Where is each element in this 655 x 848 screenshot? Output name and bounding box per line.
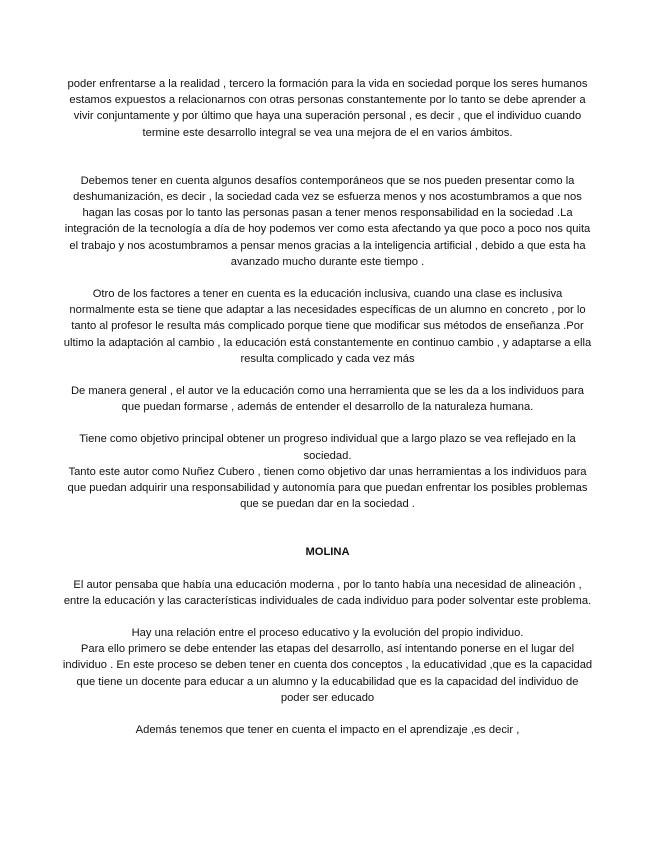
section-heading-molina: MOLINA [305,546,350,559]
paragraph-contemporary-challenges: Debemos tener en cuenta algunos desafíos contemporáneos que se nos pueden presentar como la deshumanización, es decir , la sociedad cada vez se esfuerza menos y nos acostumbramos a que nos hagan las cosas por lo tanto las personas pasan a tener menos responsabilidad en la sociedad .La integración de la tecnología a día de hoy podemos ver como esta afectando ya que poco a poco nos quita el trabajo y nos acostumbramos a pensar menos gracias a la inteligencia artificial , debido a que esta ha avanzado mucho durante este tiempo . [64,174,591,268]
paragraph-spacer [62,609,593,625]
paragraph-educational-process: Hay una relación entre el proceso educativo y la evolución del propio individuo. [131,627,524,640]
paragraph-spacer [62,706,593,722]
paragraph-spacer [62,561,593,577]
paragraph-modern-education: El autor pensaba que había una educación moderna , por lo tanto había una necesidad de alineación , entre la educación y las características individuales de cada individuo para poder solventar este problema. [63,578,592,607]
paragraph-nunez-cubero: Tanto este autor como Nuñez Cubero , tienen como objetivo dar unas herramientas a los individuos para que puedan adquirir una responsabilidad y autonomía para que puedan enfrentar los posibles problemas que se puedan dar en la sociedad . [67,465,588,511]
paragraph-spacer [62,367,593,383]
paragraph-spacer [62,415,593,431]
paragraph-formation-aims: poder enfrentarse a la realidad , tercero la formación para la vida en sociedad porque los seres humanos estamos expuestos a relacionarnos con otras personas constantemente por lo tanto se debe aprender a vivir conjuntamente y por último que haya una superación personal , es decir , que el individuo cuando termine este desarrollo integral se vea una mejora de el en varios ámbitos. [67,78,588,139]
paragraph-inclusive-education: Otro de los factores a tener en cuenta es la educación inclusiva, cuando una clase es inclusiva normalmente esta se tiene que adaptar a las necesidades específicas de un alumno en concreto , por lo tanto al profesor le resulta más complicado porque tiene que modificar sus métodos de enseñanza .Por ultimo la adaptación al cambio , la educación está constantemente en continuo cambio , y adaptarse a ella resulta complicado y cada vez más [63,288,592,365]
paragraph-spacer [62,270,593,286]
paragraph-spacer [62,141,593,173]
document-body [62,76,593,738]
paragraph-learning-impact: Además tenemos que tener en cuenta el impacto en el aprendizaje ,es decir , [135,724,520,737]
paragraph-development-stages: Para ello primero se debe entender las etapas del desarrollo, así intentando ponerse en el lugar del individuo . En este proceso se deben tener en cuenta dos conceptos , la educatividad ,que es la capacidad que tiene un docente para educar a un alumno y la educabilidad que es la capacidad del individuo de poder ser educado [62,643,593,704]
paragraph-main-objective: Tiene como objetivo principal obtener un progreso individual que a largo plazo se vea reflejado en la sociedad. [79,433,576,462]
paragraph-spacer [62,512,593,544]
paragraph-general-view: De manera general , el autor ve la educación como una herramienta que se les da a los individuos para que puedan formarse , además de entender el desarrollo de la naturaleza humana. [70,385,585,414]
